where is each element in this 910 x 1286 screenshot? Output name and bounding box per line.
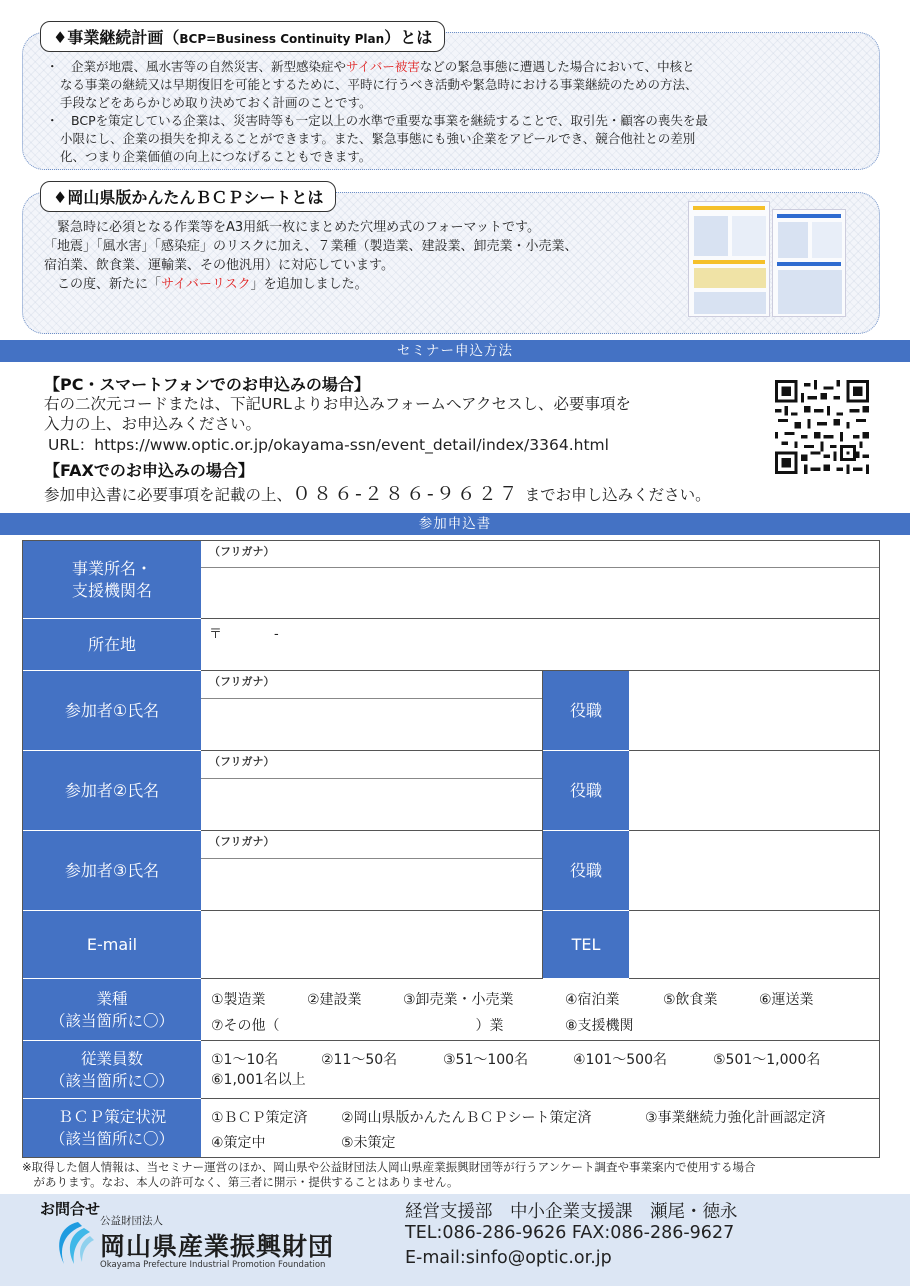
bcp-sheet-thumbnail-2 [772,209,846,317]
contact-email[interactable]: E-mail:sinfo@optic.or.jp [405,1248,612,1268]
participant2-name-field[interactable]: （フリガナ） [201,751,543,831]
participant1-label: 参加者①氏名 [23,671,201,751]
address-label: 所在地 [23,619,201,671]
org-name: 岡山県産業振興財団 [100,1232,335,1261]
bcp-sheet-thumbnail-1 [688,201,770,317]
employees-option-1[interactable]: ①1～10名 [211,1052,279,1068]
email-label: E-mail [23,911,201,979]
participant3-position-label: 役職 [543,831,629,911]
participant3-position-field[interactable] [629,831,879,911]
participant1-name-field[interactable]: （フリガナ） [201,671,543,751]
sheet-info-title: ♦岡山県版かんたんＢＣＰシートとは [40,181,336,212]
bcp-para1-line1: ・ 企業が地震、風水害等の自然災害、新型感染症やサイバー被害などの緊急事態に遭遇した場合において、中核と [46,59,695,74]
employees-label: 従業員数 （該当箇所に〇） [23,1041,201,1099]
industry-option-3[interactable]: ③卸売業・小売業 [403,992,514,1008]
industry-label: 業種 （該当箇所に〇） [23,979,201,1041]
office-name-label: 事業所名・ 支援機関名 [23,541,201,619]
participant1-position-field[interactable] [629,671,879,751]
participant1-position-label: 役職 [543,671,629,751]
employees-option-2[interactable]: ②11～50名 [321,1052,398,1068]
industry-option-5[interactable]: ⑤飲食業 [663,992,718,1008]
bcp-para2-line1: ・ BCPを策定している企業は、災害時等も一定以上の水準で重要な事業を継続することで、取引先・顧客の喪失を最 [46,113,708,128]
pc-apply-heading: 【PC・スマートフォンでのお申込みの場合】 [44,375,370,394]
fax-apply-heading: 【FAXでのお申込みの場合】 [44,461,254,480]
contact-footer [0,1194,910,1286]
contact-phones: TEL:086-286-9626 FAX:086-286-9627 [405,1223,735,1243]
pc-apply-line1: 右の二次元コードまたは、下記URLよりお申込みフォームへアクセスし、必要事項を [44,395,632,413]
email-field[interactable] [201,911,543,979]
bcp-para2-line2: 小限にし、企業の損失を抑えることができます。また、緊急事態にも強い企業をアピールでき、競合他社との差別 [60,131,696,146]
employees-option-3[interactable]: ③51～100名 [443,1052,529,1068]
industry-field[interactable] [201,979,879,1041]
employees-option-5[interactable]: ⑤501～1,000名 [713,1052,821,1068]
participant3-name-field[interactable]: （フリガナ） [201,831,543,911]
bcp-status-label: ＢＣＰ策定状況 （該当箇所に〇） [23,1099,201,1157]
bcp-option-3[interactable]: ③事業継続力強化計画認定済 [645,1110,826,1126]
participant3-label: 参加者③氏名 [23,831,201,911]
employees-option-6[interactable]: ⑥1,001名以上 [211,1072,306,1088]
fax-number: ０８６-２８６-９６２７ [292,483,520,505]
seminar-section-bar: セミナー申込方法 [0,340,910,362]
bcp-para2-line3: 化、つまり企業価値の向上につなげることもできます。 [60,149,372,164]
privacy-note: ※取得した個人情報は、当セミナー運営のほか、岡山県や公益財団法人岡山県産業振興財団等が行うアンケート調査や事業案内で使用する場合 があります。なお、本人の許可なく、第三者に開示・提供することはありません。 [22,1160,756,1189]
address-field[interactable] [201,619,879,671]
bcp-option-2[interactable]: ②岡山県版かんたんＢＣＰシート策定済 [341,1110,592,1126]
bcp-option-4[interactable]: ④策定中 [211,1135,266,1151]
contact-department: 経営支援部 中小企業支援課 瀬尾・徳永 [405,1202,738,1222]
participant2-label: 参加者②氏名 [23,751,201,831]
bcp-info-text [46,58,866,166]
contact-label: お問合せ [40,1200,101,1218]
application-url[interactable]: URL：https://www.optic.or.jp/okayama-ssn/event_detail/index/3364.html [48,436,609,454]
employees-field[interactable] [201,1041,879,1099]
bcp-para1-line3: 手段などをあらかじめ取り決めておく計画のことです。 [60,95,372,110]
sheet-info-text: 緊急時に必須となる作業等をA3用紙一枚にまとめた穴埋め式のフォーマットです。 「地震」「風水害」「感染症」のリスクに加え、７業種（製造業、建設業、卸売業・小売業、 宿泊業、飲食業、運輸業、その他汎用）に対応しています。 この度、新たに「サイバーリスク」を追加しました。 [44,220,578,292]
furigana-label: （フリガナ） [209,545,275,558]
fax-apply-line: 参加申込書に必要事項を記載の上、０８６-２８６-９６２７ までお申し込みください。 [44,483,711,505]
furigana-divider [201,567,879,568]
industry-option-1[interactable]: ①製造業 [211,992,266,1008]
employees-option-4[interactable]: ④101～500名 [573,1052,667,1068]
pc-apply-line2: 入力の上、お申込みください。 [44,415,262,433]
foundation-logo-icon [52,1220,96,1268]
qr-code-icon[interactable] [775,380,869,474]
industry-option-6[interactable]: ⑥運送業 [759,992,814,1008]
postal-code-mark: 〒 - [209,627,279,642]
org-prefix: 公益財団法人 [100,1215,163,1227]
bcp-status-field[interactable] [201,1099,879,1157]
bcp-option-5[interactable]: ⑤未策定 [341,1135,396,1151]
bcp-option-1[interactable]: ①ＢＣＰ策定済 [211,1110,308,1126]
application-form [22,540,880,1158]
industry-option-4[interactable]: ④宿泊業 [565,992,620,1008]
tel-label: TEL [543,911,629,979]
industry-option-2[interactable]: ②建設業 [307,992,362,1008]
form-section-bar: 参加申込書 [0,513,910,535]
bcp-para1-line2: なる事業の継続又は早期復旧を可能とするために、平時に行うべき活動や緊急時における事業継続のための方法、 [60,77,698,92]
participant2-position-field[interactable] [629,751,879,831]
org-english-name: Okayama Prefecture Industrial Promotion Foundation [100,1260,326,1270]
participant2-position-label: 役職 [543,751,629,831]
industry-option-support[interactable]: ⑧支援機関 [565,1018,634,1034]
office-name-field[interactable] [201,541,879,619]
tel-field[interactable] [629,911,879,979]
industry-option-other[interactable]: ⑦その他（ ）業 [211,1018,504,1034]
bcp-info-title: ♦事業継続計画（BCP=Business Continuity Plan）とは [40,21,445,52]
